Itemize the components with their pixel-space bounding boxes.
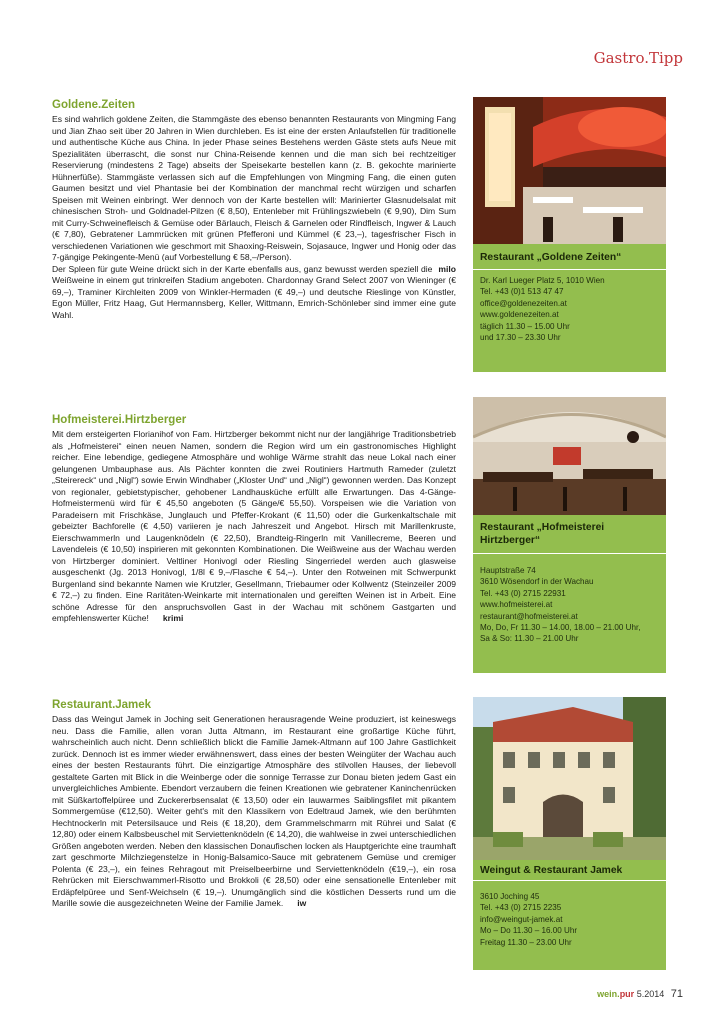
- address-line: 3610 Joching 45: [480, 892, 540, 901]
- restaurant-photo: [473, 697, 666, 860]
- address-line: Hauptstraße 74: [480, 566, 536, 575]
- email-line: info@weingut-jamek.at: [480, 914, 563, 924]
- hours-line: Mo, Do, Fr 11.30 – 14.00, 18.00 – 21.00 Uhr,: [480, 623, 641, 633]
- box-contact-info: [480, 275, 662, 343]
- phone-line: Tel. +43 (0)1 513 47 47: [480, 287, 564, 297]
- article-title: Hofmeisterei.Hirtzberger: [52, 414, 187, 426]
- website-line: www.hofmeisterei.at: [480, 600, 553, 610]
- info-box-hofmeisterei: [473, 397, 666, 673]
- hours-line: täglich 11.30 – 15.00 Uhr: [480, 321, 570, 331]
- article-body-text: Der Spleen für gute Weine drückt sich in der Karte ebenfalls aus, ganz bewusst werden speziell die Weißweine in einem gut trinkreifen Stadium angeboten. Chardonnay Grand Select 2007 von Wieninger (€ 69,–), Traminer Kirchleiten 2009 von Winkler-Hermaden (€ 49,–) und deutsche Rieslinge von Künstler, Egon Müller, Fritz Haag, Gut Hermannsberg, Keller, Wittmann, Emrich-Schönleber sind immer eine gute Wahl.: [52, 263, 456, 320]
- phone-line: Tel. +43 (0) 2715 2235: [480, 903, 562, 913]
- box-divider: [473, 553, 666, 554]
- box-title: Weingut & Restaurant Jamek: [480, 865, 623, 876]
- hours-line: und 17.30 – 23.30 Uhr: [480, 333, 561, 343]
- section-label: Gastro.Tipp: [593, 49, 683, 67]
- phone-line: Tel. +43 (0) 2715 22931: [480, 588, 566, 598]
- article-body: Es sind wahrlich goldene Zeiten, die Stammgäste des ebenso benannten Restaurants von Mingming Fang und Jian Zhao seit über 20 Jahren in Wien durchleben. Es ist eine der ersten Anlaufstellen für traditionelle und authentische Küche aus China. In jeder Phase seines Bestehens werden Gäste stets aufs Neue mit Spezialitäten überrascht, die sonst nur China-Reisende kennen und die man sich bei rechtzeitiger Reservierung (mindestens 2 Tage) abseits der Speisekarte bestellen kann (z. B. gekochte marinierte Hühnerfüße). Stammgäste verlassen sich auf die Empfehlungen von Mingming Fang, die einen guten Gaumen besitzt und viel Phantasie bei der Kombination der manchmal recht würzigen und scharfen Speisen mit Weinen einbringt. Wer dennoch von der Karte bestellen will: Marinierter Glasnudelsalat mit chinesischen Stroh- und Goldnadel-Pilzen (€ 8,50), Entenleber mit Frühlingszwiebeln (€ 9,90), Dim Sum mit Curry-Schweinefleisch & Gemüse oder Bärlauch, Fleisch & Garnelen oder Rindfleisch, Ingwer & Lauch (€ 7,80), Gebratener Lammrücken mit grünen Pfefferoni und Kümmel (€ 23,–), tagesfrischer Fisch in verschiedenen Variationen wie geschmort mit Shaoxing-Reiswein, Sojasauce, Ingwer und Honig oder das 7-gängige Pekingente-Menü (auf Vorbestellung € 58,–/Person).: [52, 114, 456, 262]
- page-footer: [597, 988, 683, 1000]
- info-box-jamek: [473, 697, 666, 970]
- box-title: Restaurant „Goldene Zeiten“: [480, 252, 622, 263]
- article-body: [52, 429, 456, 625]
- hours-line: Sa & So: 11.30 – 21.00 Uhr: [480, 634, 579, 644]
- issue-number: 5.2014: [636, 989, 665, 999]
- website-line: www.goldenezeiten.at: [480, 310, 559, 320]
- address-line: 3610 Wösendorf in der Wachau: [480, 577, 594, 587]
- magazine-brand-suffix: pur: [619, 989, 635, 999]
- article-body-text: Dass das Weingut Jamek in Joching seit Generationen herausragende Weine produziert, ist keineswegs neu. Dass die Familie, allen voran Jutta Altmann, im Restaurant eine großartige Küche führt, wahrscheinlich auch nicht. Denn schließlich blickt die Familie Jamek-Altmann auf 100 Jahre Gastlichkeit zurück. Dennoch ist es immer wieder erwähnenswert, dass eines der besten Weingüter der Wachau auch eines der besten Restaurants führt. Die einzigartige Atmosphäre des stilvollen Hauses, der liebevoll gestaltete Garten mit Blick in die Weinberge oder die sonnige Terrasse zur Donau bieten jedem Gast ein unvergleichliches Ambiente. Ebendort verzaubern die feinen Kreationen wie gebratener Kaninchenrücken mit Süßkartoffelpüree und Zuckererbsensalat (€ 13,50) oder ein lauwarmes Saiblingsfilet mit pikantem Sommergemüse (€12,50). Weiter geht's mit den Klassikern von Edeltraud Jamek, wie den berühmten Hechtnockerln mit Petersilsauce und Reis (€ 18,20), dem Grammelschmarrn mit Rührei und Salat (€ 12,80) oder einem Kalbsbeuschel mit Serviettenknödeln (€ 14,20), die wahlweise in zwei unterschiedlichen Größen angeboten werden. Neben den klassischen Donaufischen locken als Hauptgerichte eine traumhaft zart geschmorte Milchziegenstelze in Honig-Balsamico-Sauce mit gebratenem Gemüse und cremiger Polenta (€ 23,–), ein feines Rehragout mit Preiselbeerbirne und Serviettenknödeln (€19,–), ein rosa Rehrücken mit Eierschwammerl-Risotto und Brokkoli (€ 28,50) oder eine sensationelle Entenleber mit Erdäpfelpüree und Senf-Weichseln (€ 19,–). Unumgänglich sind die köstlichen Desserts rund um die Marille sowie die ausgezeichneten Weine der Familie Jamek.: [52, 714, 456, 908]
- restaurant-photo: [473, 97, 666, 244]
- email-line: office@goldenezeiten.at: [480, 298, 567, 308]
- hours-line: Mo – Do 11.30 – 16.00 Uhr: [480, 926, 578, 936]
- article-body: [52, 714, 456, 910]
- info-box-goldene-zeiten: [473, 97, 666, 372]
- box-contact-info: [480, 565, 662, 645]
- magazine-brand: wein.: [597, 989, 620, 999]
- article-goldene-zeiten: [52, 99, 456, 321]
- article-title: Goldene.Zeiten: [52, 99, 136, 111]
- email-line: restaurant@hofmeisterei.at: [480, 611, 578, 621]
- author-tag: krimi: [162, 613, 184, 623]
- box-contact-info: [480, 891, 662, 948]
- article-title: Restaurant.Jamek: [52, 699, 152, 711]
- restaurant-photo: [473, 397, 666, 515]
- box-divider: [473, 269, 666, 270]
- author-tag: iw: [297, 898, 307, 908]
- page-number: 71: [670, 988, 683, 1000]
- article-hofmeisterei: [52, 414, 456, 625]
- address-line: Dr. Karl Lueger Platz 5, 1010 Wien: [480, 276, 605, 285]
- author-tag: milo: [438, 263, 456, 274]
- box-divider: [473, 880, 666, 881]
- article-body-continued: [52, 264, 456, 322]
- hours-line: Freitag 11.30 – 23.00 Uhr: [480, 937, 572, 947]
- article-body-text: Mit dem ersteigerten Florianihof von Fam. Hirtzberger bekommt nicht nur der langjährige Traditionsbetrieb als „Hofmeisterei“ einen neuen Namen, sondern die Region wird um ein gastronomisches Highlight reicher. Eine lebendige, gediegene Atmosphäre und wohlige Wärme strahlt das neue Lokal nach einer gelungenen Umbauphase aus. Als Pächter konnten die zwei Routiniers Hartmuth Rameder (zuletzt „Steirereck“ und „Nigl“) sowie Erwin Windhaber („Kloster Und“ und „Nigl“) gewonnen werden. Das Konzept von regionaler, gebietstypischer, gehobener Landhausküche erfüllt alle Erwartungen. Das 4-Gänge-Hofmeistermenü wird für € 45,50 angeboten (5 Gänge/€ 55,50). Vorspeisen wie die Variation von Paradeisern mit Frischkäse, Junglauch und Pfeffer-Krokant (€ 11,50) oder die Gurkenkaltschale mit gebeizter Bachforelle (€ 4,50) variieren je nach Jahreszeit und Angebot. Hirsch mit Marillenkruste, Eierschwammerln und Laugenknödeln (€ 22,50), Brandteig-Ringerln mit Vanillecreme, Beeren und Lavendeleis (€ 10,50) inspirieren mit gekonnten Kombinationen. Die Weißweine aus der Wachau werden von Hirtzberger dominiert. Veltliner Honivogl oder Riesling Singerriedel werden auch glasweise ausgeschenkt (Jg. 2013 Honivogl, 1/8l € 9,–/Flasche € 54,–). Unter den Rotweinen mit Schwerpunkt Burgenland sind bekannte Namen wie Krutzler, Gesellmann, Triebaumer oder Kollwentz (Steinzeiler 2009 € 72,–) zu finden. Eine Raritäten-Weinkarte mit internationalen und gereiften Weinen ist in Arbeit. Eine schöne Adresse für den anspruchsvollen Gast in der Wachau mit schönem Gastgarten und empfehlenswerter Küche!: [52, 429, 456, 623]
- article-jamek: [52, 699, 456, 910]
- box-title: Restaurant „Hofmeisterei Hirtzberger“: [480, 522, 605, 546]
